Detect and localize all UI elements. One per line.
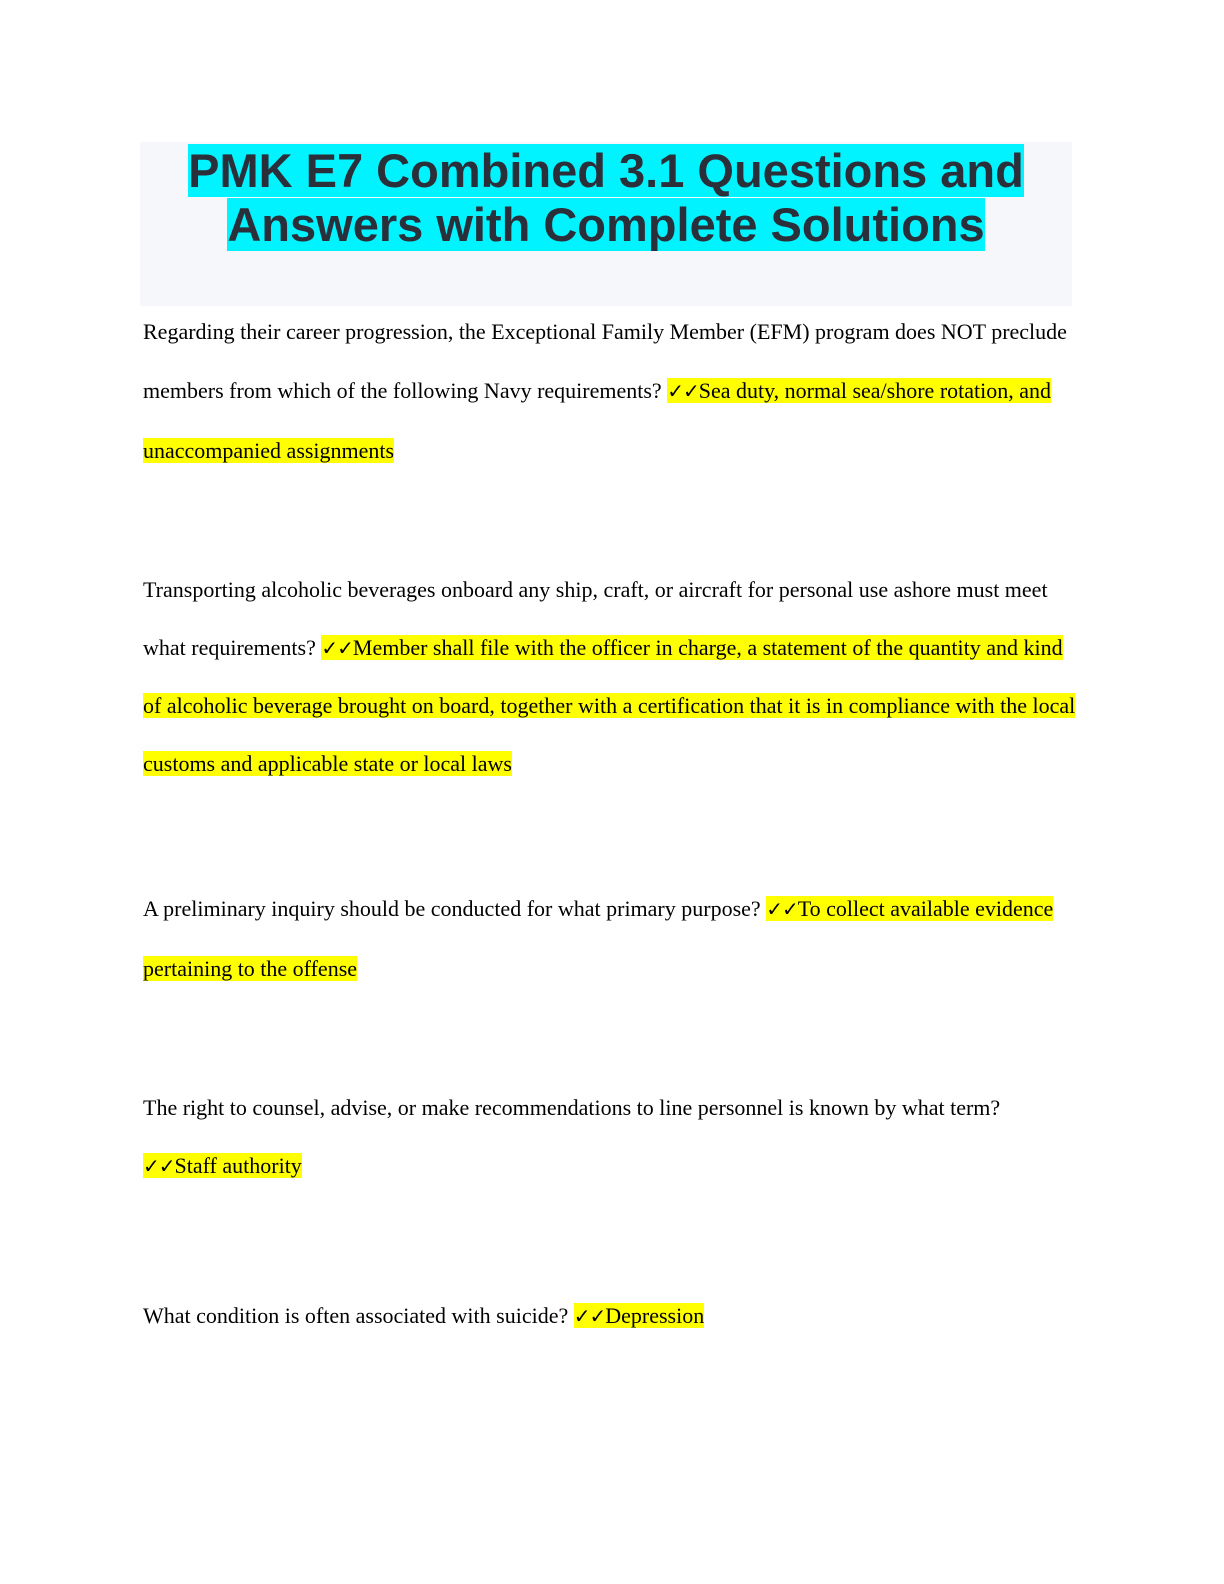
double-check-icon: ✓✓ xyxy=(667,379,699,403)
double-check-icon: ✓✓ xyxy=(766,897,798,921)
answer-text: Member shall file with the officer in charge, a statement of the quantity and kind of alcoholic beverage brought on board, together with a certification that it is in compliance with the local customs and applicable state or local laws xyxy=(143,635,1076,776)
qa-item-3 xyxy=(143,879,1078,998)
answer-highlight xyxy=(574,1303,705,1328)
answer-text: To collect available evidence pertaining to the offense xyxy=(143,896,1054,981)
answer-text: Sea duty, normal sea/shore rotation, and unaccompanied assignments xyxy=(143,378,1052,463)
question-text: A preliminary inquiry should be conducted for what primary purpose? xyxy=(143,896,767,921)
title-block xyxy=(140,142,1072,306)
page-title xyxy=(140,144,1072,252)
answer-highlight xyxy=(143,1153,302,1178)
qa-item-2 xyxy=(143,561,1078,793)
answer-text: Staff authority xyxy=(174,1153,302,1178)
answer-text: Depression xyxy=(605,1303,705,1328)
qa-item-4 xyxy=(143,1079,1078,1195)
title-line-1: PMK E7 Combined 3.1 Questions and xyxy=(188,144,1024,197)
double-check-icon: ✓✓ xyxy=(321,636,353,660)
question-text: Regarding their career progression, the Exceptional Family Member (EFM) program does NOT preclude members from which of the following Navy requirements? xyxy=(143,319,1067,403)
qa-item-1 xyxy=(143,302,1078,480)
question-text: The right to counsel, advise, or make recommendations to line personnel is known by what term? xyxy=(143,1095,1001,1120)
qa-item-5 xyxy=(143,1287,1078,1345)
double-check-icon: ✓✓ xyxy=(143,1154,175,1178)
double-check-icon: ✓✓ xyxy=(573,1304,606,1328)
question-text: Transporting alcoholic beverages onboard any ship, craft, or aircraft for personal use ashore must meet what requirements? xyxy=(143,577,1048,660)
question-text: What condition is often associated with suicide? xyxy=(143,1303,574,1328)
title-line-2: Answers with Complete Solutions xyxy=(227,198,985,251)
